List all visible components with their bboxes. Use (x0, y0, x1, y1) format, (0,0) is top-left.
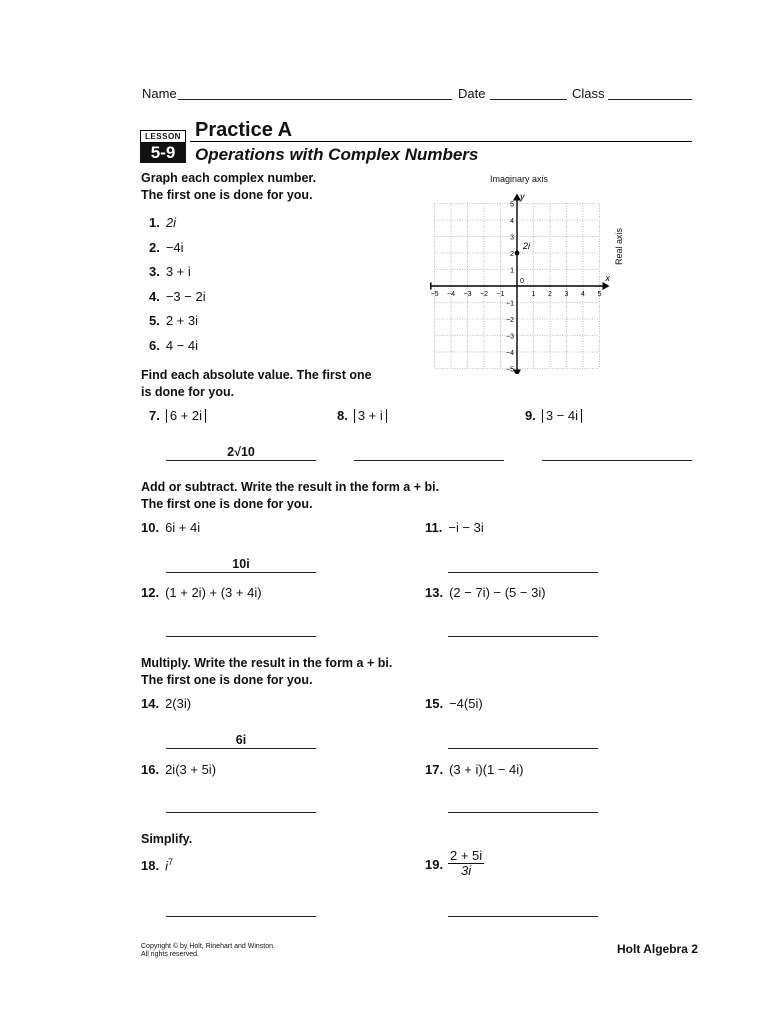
list-item: 5. 2 + 3i (149, 313, 199, 329)
y-tick-label: 1 (510, 267, 514, 275)
section2-instructions: Find each absolute value. The first one is done for you. (141, 368, 372, 399)
lesson-number: 5-9 (140, 143, 186, 163)
section1-list (149, 211, 206, 359)
problem-12: 12. (1 + 2i) + (3 + 4i) (141, 585, 262, 600)
y-axis-letter: y (520, 191, 525, 202)
x-tick-label: −3 (463, 291, 472, 298)
problem-18: 18. $i^7$ (141, 857, 173, 874)
section1-instructions: Graph each complex number. The first one is done for you. (141, 171, 317, 202)
problem-19: 19. (425, 857, 444, 872)
answer-14: 6i (235, 733, 247, 747)
answer-field-7[interactable] (166, 460, 316, 461)
date-label: Date (458, 86, 486, 101)
x-tick-label: −4 (447, 291, 455, 298)
book-title: Holt Algebra 2 (617, 942, 698, 956)
answer-field-12[interactable] (166, 636, 316, 637)
real-axis-label: Real axis (614, 227, 624, 265)
point-label: 2i (523, 241, 531, 251)
section3-instructions: Add or subtract. Write the result in the form a + bi. The first one is done for you. (141, 480, 440, 511)
answer-field-17[interactable] (448, 812, 598, 813)
list-item: 2. −4i (149, 239, 184, 255)
answer-field-19[interactable] (448, 916, 598, 917)
problem-10: 10. 6i + 4i (141, 520, 201, 535)
y-tick-label: 5 (510, 201, 514, 209)
answer-field-15[interactable] (448, 748, 598, 749)
problem-13: 13. (2 − 7i) − (5 − 3i) (425, 585, 546, 600)
x-tick-label: −5 (430, 291, 439, 298)
section5-instructions: Simplify. (141, 832, 193, 846)
date-field[interactable] (490, 99, 567, 100)
y-tick-label: 3 (510, 234, 514, 242)
y-tick-label: −3 (506, 333, 514, 341)
list-item: 3. 3 + i (149, 264, 191, 280)
page-subtitle: Operations with Complex Numbers (195, 145, 479, 164)
arrow-down-icon (513, 370, 521, 375)
copyright: Copyright © by Holt, Rinehart and Winston. All rights reserved. (141, 943, 275, 958)
problem-14: 14. 2(3i) (141, 696, 192, 711)
problem-9: 9. 3 − 4i (525, 408, 582, 423)
answer-field-8[interactable] (354, 460, 504, 461)
section4-instructions: Multiply. Write the result in the form a + bi. The first one is done for you. (141, 656, 393, 687)
x-tick-label: 3 (564, 291, 569, 298)
answer-field-11[interactable] (448, 572, 598, 573)
plotted-point (515, 251, 520, 256)
answer-field-13[interactable] (448, 636, 598, 637)
x-tick-label: −2 (480, 291, 488, 298)
title-rule (190, 141, 692, 142)
problem-8: 8. 3 + i (337, 408, 387, 423)
y-tick-label: −2 (506, 317, 514, 324)
y-tick-label: 4 (510, 218, 514, 225)
name-label: Name (142, 86, 177, 101)
x-axis-letter: x (605, 273, 610, 283)
answer-7: 2√10 (227, 445, 255, 459)
list-item: 4. −3 − 2i (149, 288, 206, 304)
imaginary-axis-label: Imaginary axis (490, 174, 549, 184)
lesson-label: LESSON (140, 130, 186, 143)
fraction-19: 2 + 5i 3i (450, 848, 483, 878)
y-tick-label: −1 (506, 300, 514, 308)
problem-17: 17. (3 + i)(1 − 4i) (425, 762, 524, 777)
x-tick-label: −1 (496, 291, 505, 298)
x-tick-label: 5 (597, 291, 602, 298)
origin-label: 0 (520, 278, 524, 285)
page-title: Practice A (195, 119, 293, 141)
answer-field-14[interactable] (166, 748, 316, 749)
y-tick-label: −4 (506, 350, 514, 357)
list-item: 1. 2i (149, 215, 176, 230)
complex-plane-graph[interactable] (430, 188, 610, 374)
problem-7: 7. 6 + 2i (149, 408, 206, 423)
class-label: Class (572, 86, 605, 101)
problem-16: 16. 2i(3 + 5i) (141, 762, 217, 777)
answer-field-18[interactable] (166, 916, 316, 917)
answer-field-10[interactable] (166, 572, 316, 573)
arrow-left-icon (430, 282, 432, 290)
problem-15: 15. −4(5i) (425, 696, 483, 711)
answer-field-9[interactable] (542, 460, 692, 461)
x-tick-label: 2 (548, 291, 552, 298)
arrow-right-icon (603, 282, 610, 290)
y-tick-label: 2 (510, 251, 514, 258)
answer-field-16[interactable] (166, 812, 316, 813)
name-field[interactable] (178, 99, 452, 100)
x-tick-label: 4 (581, 291, 585, 298)
list-item: 6. 4 − 4i (149, 337, 199, 353)
problem-11: 11. −i − 3i (425, 520, 484, 535)
class-field[interactable] (608, 99, 692, 100)
answer-10: 10i (232, 557, 250, 571)
x-tick-label: 1 (531, 291, 536, 298)
y-tick-label: −5 (506, 366, 514, 374)
